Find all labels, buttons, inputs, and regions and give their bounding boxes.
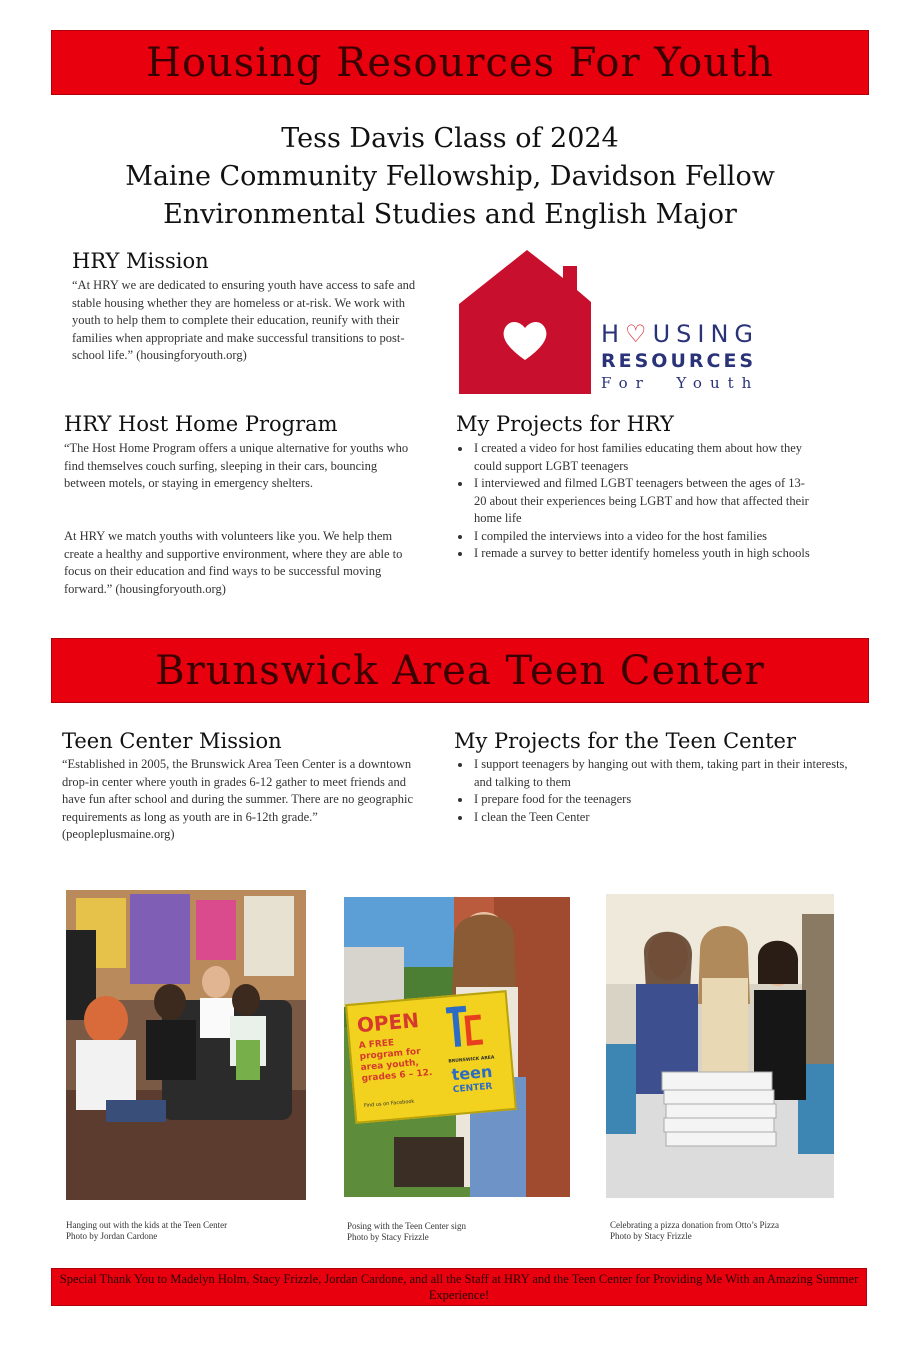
banner-teen-center-title: Brunswick Area Teen Center — [155, 647, 765, 694]
photo-teens-hanging-out — [66, 890, 306, 1200]
host-home-text-1: “The Host Home Program offers a unique alternative for youths who find themselves couch surfing, sleeping in their cars, bouncing between motels, or staying in emergency shelters. — [64, 441, 409, 490]
author-block — [0, 120, 900, 234]
banner-thank-you — [51, 1268, 867, 1306]
banner-hry — [51, 30, 869, 95]
teen-center-sign: OPEN A FREE program for area youth, grades 6 – 12. Find us on Facebook BRUNSWICK AREA teen CENTER — [345, 990, 517, 1124]
teen-center-logo-icon — [446, 1004, 486, 1057]
hry-logo — [459, 250, 780, 394]
caption-photo-3: Celebrating a pizza donation from Otto’s Pizza Photo by Stacy Frizzle — [610, 1220, 779, 1241]
list-item: • I remade a survey to better identify homeless youth in high schools — [472, 545, 817, 563]
list-item: • I interviewed and filmed LGBT teenagers between the ages of 13-20 about their experiences being LGBT and how that affected their home life — [472, 475, 817, 528]
thank-you-text: Special Thank You to Madelyn Holm, Stacy Frizzle, Jordan Cardone, and all the Staff at HRY and the Teen Center for Providing Me With an Amazing Summer Experience! — [59, 1271, 859, 1302]
photo-pizza-donation — [606, 894, 834, 1198]
list-item: • I support teenagers by hanging out with them, taking part in their interests, and talking to them — [472, 756, 864, 791]
author-name: Tess Davis Class of 2024 — [281, 123, 619, 154]
author-fellowship: Maine Community Fellowship, Davidson Fellow — [125, 161, 775, 192]
list-item: • I clean the Teen Center — [472, 809, 864, 827]
logo-line-resources: RESOURCES — [601, 350, 757, 372]
caption-photo-1: Hanging out with the kids at the Teen Center Photo by Jordan Cardone — [66, 1220, 228, 1241]
list-item: • I compiled the interviews into a video for the host families — [472, 528, 817, 546]
host-home-text-2: At HRY we match youths with volunteers like you. We help them create a healthy and supportive environment, where they are able to focus on their education and find ways to be successful moving forward.” (housingforyouth.org) — [64, 529, 403, 596]
author-major: Environmental Studies and English Major — [163, 199, 737, 230]
list-item: • I prepare food for the teenagers — [472, 791, 864, 809]
logo-line-for-youth: For Youth — [601, 374, 760, 392]
host-home-heading: HRY Host Home Program — [64, 412, 338, 436]
teen-projects-list — [456, 756, 864, 826]
caption-photo-2: Posing with the Teen Center sign Photo by Stacy Frizzle — [347, 1221, 466, 1242]
banner-teen-center — [51, 638, 869, 703]
hry-mission-heading: HRY Mission — [72, 249, 209, 273]
hry-mission-text: “At HRY we are dedicated to ensuring youth have access to safe and stable housing whether they are homeless or at-risk. We work with youth to help them to complete their education, reunify with their families when appropriate and make successful transitions to post-school life.” (housingforyouth.org) — [72, 278, 416, 362]
heart-o-icon: ♡ — [625, 320, 653, 348]
teen-mission-text: “Established in 2005, the Brunswick Area Teen Center is a downtown drop-in center where youth in grades 6-12 gather to meet friends and have fun after school and during the summer. There are no geographic requirements as long as youth are in 6-12th grade.” (peopleplusmaine.org) — [62, 757, 414, 841]
hry-projects-heading: My Projects for HRY — [456, 412, 674, 436]
logo-line-housing: H♡USING — [601, 320, 759, 348]
banner-hry-title: Housing Resources For Youth — [146, 39, 774, 86]
list-item: • I created a video for host families educating them about how they could support LGBT teenagers — [472, 440, 817, 475]
teen-mission-heading: Teen Center Mission — [62, 729, 282, 753]
photo-teen-center-sign — [344, 897, 570, 1197]
hry-projects-list — [456, 440, 817, 563]
teen-projects-heading: My Projects for the Teen Center — [454, 729, 796, 753]
